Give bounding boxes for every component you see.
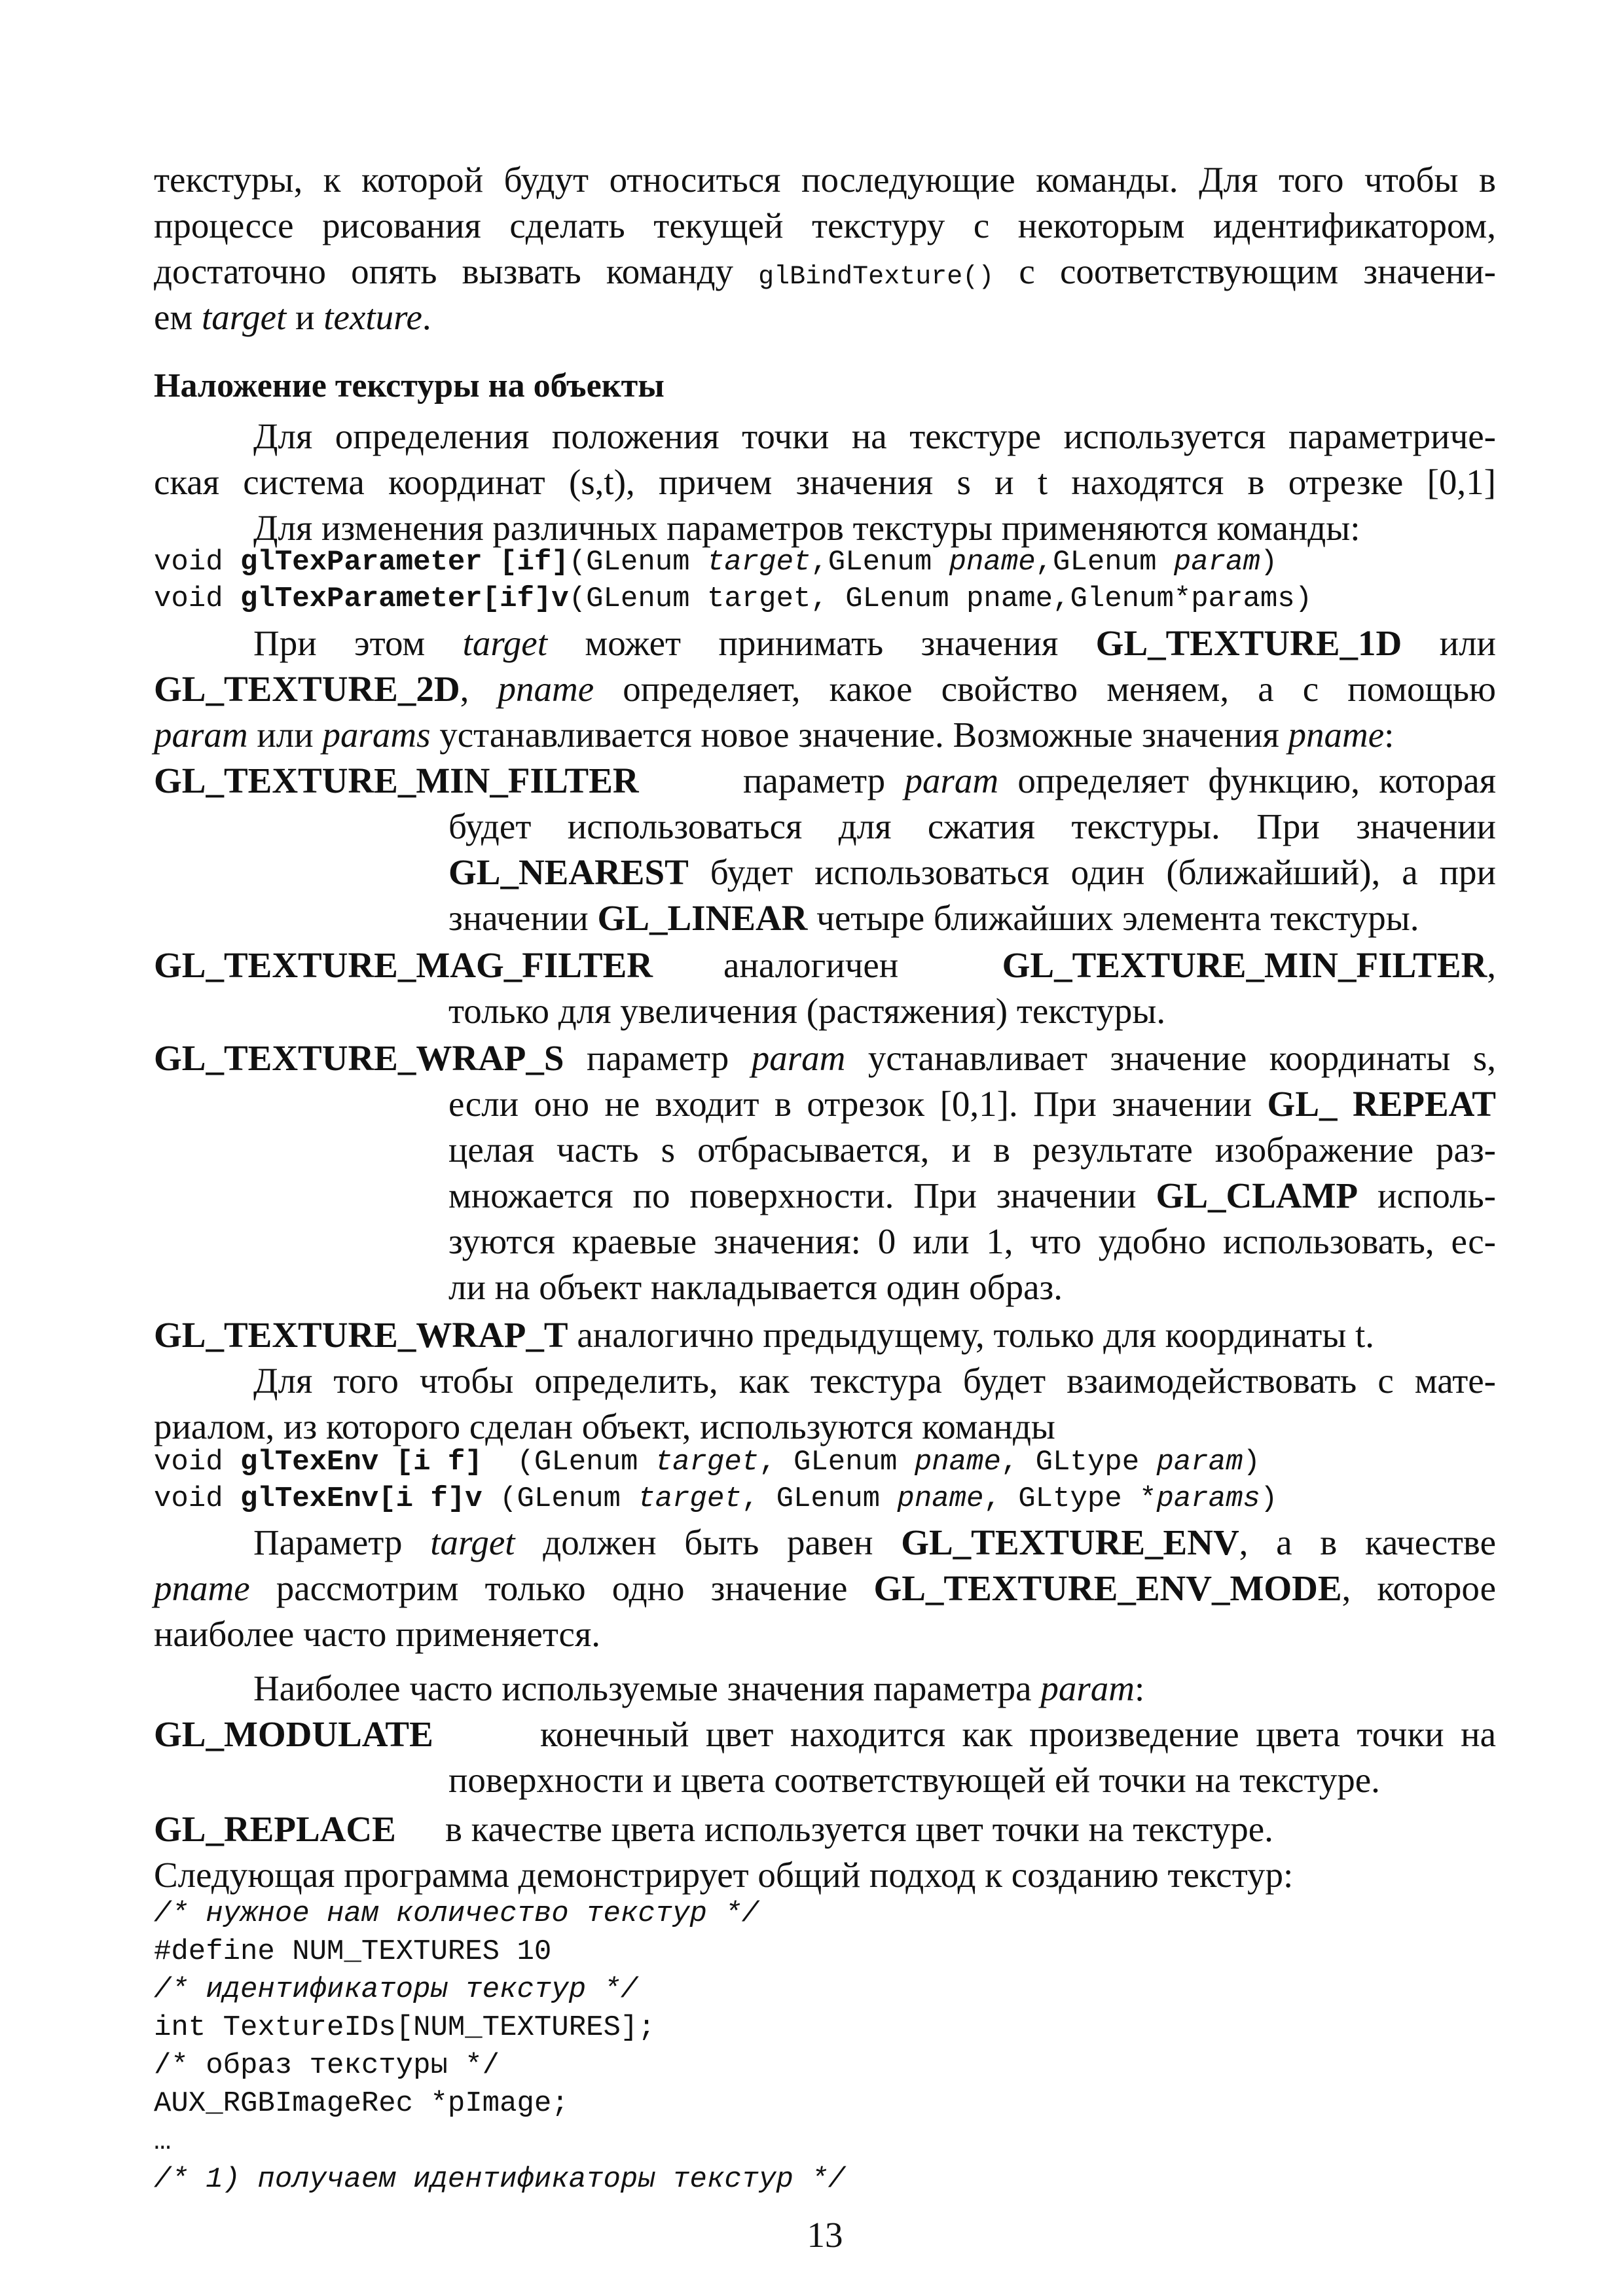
definition-line: конечный цвет находится как произведение цвета точки на (540, 1714, 1496, 1754)
paragraph-line: текстуры, к которой будут относиться последующие команды. Для того чтобы в (154, 160, 1496, 200)
definition-line: множается по поверхности. При значении GL_CLAMP исполь- (448, 1175, 1496, 1215)
paragraph-line: ем target и texture. (154, 297, 431, 337)
paragraph-line: наиболее часто применяется. (154, 1614, 600, 1654)
paragraph-line: Следующая программа демонстрирует общий подход к созданию текстур: (154, 1855, 1294, 1895)
paragraph-line: Для изменения различных параметров текстуры применяются команды: (253, 508, 1360, 548)
definition-line: поверхности и цвета соответствующей ей точки на текстуре. (448, 1760, 1380, 1800)
definition-line: только для увеличения (растяжения) текстуры. (448, 991, 1166, 1031)
paragraph-line: При этом target может принимать значения GL_TEXTURE_1D или (253, 623, 1496, 663)
definition-line: значении GL_LINEAR четыре ближайших элемента текстуры. (448, 898, 1419, 938)
definition-line: аналогичен (723, 945, 899, 985)
term-replace: GL_REPLACE (154, 1809, 396, 1849)
term-modulate: GL_MODULATE (154, 1714, 433, 1754)
code-line: void glTexParameter [if](GLenum target,GLenum pname,GLenum param) (154, 546, 1278, 579)
paragraph-line: достаточно опять вызвать команду glBindTexture() с соответствующим значени- (154, 251, 1496, 292)
paragraph-line: Для того чтобы определить, как текстура будет взаимодействовать с мате- (253, 1361, 1496, 1401)
definition-line: GL_TEXTURE_WRAP_S параметр param устанавливает значение координаты s, (154, 1038, 1496, 1078)
code-line: int TextureIDs[NUM_TEXTURES]; (154, 2011, 655, 2044)
code-comment: /* образ текстуры */ (154, 2049, 500, 2082)
code-line: void glTexEnv[i f]v (GLenum target, GLenum pname, GLtype *params) (154, 1482, 1278, 1515)
definition-line: если оно не входит в отрезок [0,1]. При значении GL_ REPEAT (448, 1084, 1496, 1124)
code-line: void glTexParameter[if]v(GLenum target, GLenum pname,Glenum*params) (154, 583, 1313, 615)
paragraph-line: param или params устанавливается новое значение. Возможные значения pname: (154, 715, 1395, 755)
paragraph-line: риалом, из которого сделан объект, используются команды (154, 1407, 1055, 1446)
definition-line: GL_TEXTURE_MIN_FILTER, (1002, 945, 1496, 985)
definition-line: целая часть s отбрасывается, и в результате изображение раз- (448, 1130, 1496, 1170)
page-number: 13 (807, 2215, 843, 2255)
paragraph-line: Наиболее часто используемые значения параметра param: (253, 1668, 1145, 1708)
paragraph-line: процессе рисования сделать текущей текстуру с некоторым идентификатором, (154, 206, 1496, 245)
paragraph-line: Для определения положения точки на текстуре используется параметриче- (253, 416, 1496, 456)
code-line: AUX_RGBImageRec *pImage; (154, 2087, 569, 2120)
code-ellipsis: … (154, 2125, 172, 2158)
inline-code: glBindTexture() (758, 262, 994, 292)
definition-line: будет использоваться для сжатия текстуры. При значении (448, 806, 1496, 846)
code-comment: /* нужное нам количество текстур */ (154, 1897, 759, 1930)
code-line: void glTexEnv [i f] (GLenum target, GLenum pname, GLtype param) (154, 1446, 1260, 1479)
code-comment: /* идентификаторы текстур */ (154, 1973, 638, 2006)
definition-line: ли на объект накладывается один образ. (448, 1267, 1063, 1307)
definition-line: GL_NEAREST будет использоваться один (ближайший), а при (448, 852, 1496, 892)
paragraph-line: pname рассмотрим только одно значение GL_TEXTURE_ENV_MODE, которое (154, 1568, 1496, 1608)
section-heading: Наложение текстуры на объекты (154, 367, 665, 404)
definition-line: зуются краевые значения: 0 или 1, что удобно использовать, ес- (448, 1221, 1496, 1261)
term-min-filter: GL_TEXTURE_MIN_FILTER (154, 761, 639, 800)
paragraph-line: Параметр target должен быть равен GL_TEXTURE_ENV, а в качестве (253, 1522, 1496, 1562)
code-line: #define NUM_TEXTURES 10 (154, 1935, 552, 1968)
code-comment: /* 1) получаем идентификаторы текстур */ (154, 2163, 846, 2196)
term-mag-filter: GL_TEXTURE_MAG_FILTER (154, 945, 653, 985)
definition-line: параметр param определяет функцию, которая (743, 761, 1496, 800)
definition-line: GL_TEXTURE_WRAP_T аналогично предыдущему, только для координаты t. (154, 1315, 1375, 1355)
definition-line: в качестве цвета используется цвет точки на текстуре. (445, 1809, 1273, 1849)
paragraph-line: GL_TEXTURE_2D, pname определяет, какое свойство меняем, а с помощью (154, 669, 1497, 709)
paragraph-line: ская система координат (s,t), причем значения s и t находятся в отрезке [0,1] (154, 462, 1496, 502)
